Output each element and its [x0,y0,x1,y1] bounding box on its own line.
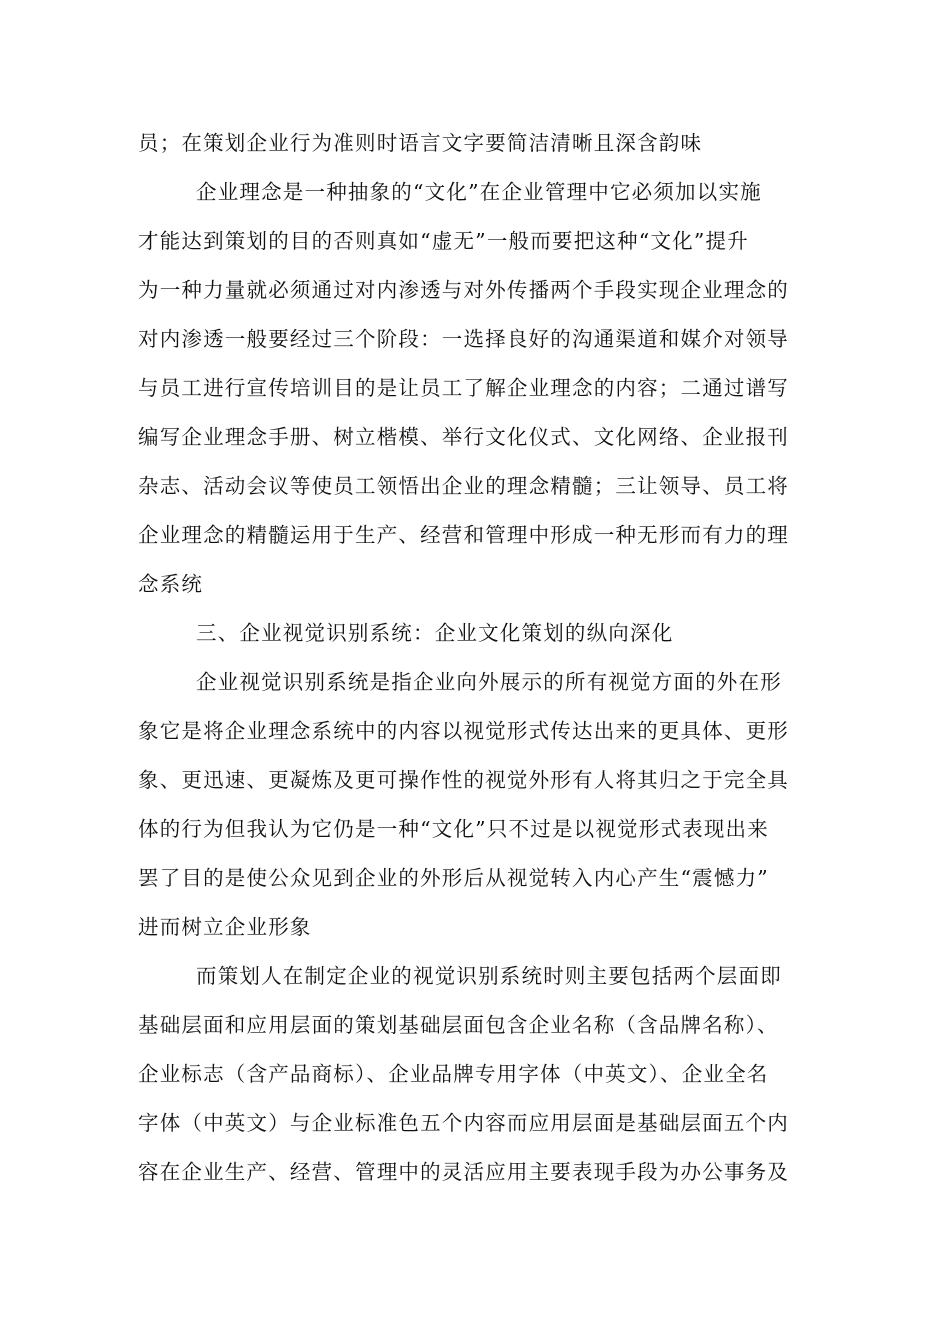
text-line: 编写企业理念手册、树立楷模、举行文化仪式、文化网络、企业报刊 [138,425,789,449]
paragraph-start-line: 而策划人在制定企业的视觉识别系统时则主要包括两个层面即 [196,964,782,988]
section-heading: 三、企业视觉识别系统：企业文化策划的纵向深化 [196,621,674,645]
text-line: 进而树立企业形象 [138,915,312,939]
text-line: 企业标志（含产品商标）、企业品牌专用字体（中英文）、企业全名 [138,1062,769,1086]
text-line: 罢了目的是使公众见到企业的外形后从视觉转入内心产生“震憾力” [138,866,769,890]
text-line: 员；在策划企业行为准则时语言文字要简洁清晰且深含韵味 [138,131,703,155]
text-line: 念系统 [138,572,204,596]
text-line: 容在企业生产、经营、管理中的灵活应用主要表现手段为办公事务及 [138,1160,789,1184]
text-line: 象它是将企业理念系统中的内容以视觉形式传达出来的更具体、更形 [138,719,789,743]
text-line: 才能达到策划的目的否则真如“虚无”一般而要把这种“文化”提升 [138,229,749,253]
text-line: 字体（中英文）与企业标准色五个内容而应用层面是基础层面五个内 [138,1111,789,1135]
paragraph-start-line: 企业理念是一种抽象的“文化”在企业管理中它必须加以实施 [196,180,762,204]
text-line: 与员工进行宣传培训目的是让员工了解企业理念的内容；二通过谱写 [138,376,789,400]
text-line: 企业理念的精髓运用于生产、经营和管理中形成一种无形而有力的理 [138,523,789,547]
text-line: 杂志、活动会议等使员工领悟出企业的理念精髓；三让领导、员工将 [138,474,789,498]
paragraph-start-line: 企业视觉识别系统是指企业向外展示的所有视觉方面的外在形 [196,670,782,694]
text-line: 体的行为但我认为它仍是一种“文化”只不过是以视觉形式表现出来 [138,817,769,841]
text-line: 对内渗透一般要经过三个阶段：一选择良好的沟通渠道和媒介对领导 [138,327,789,351]
text-line: 为一种力量就必须通过对内渗透与对外传播两个手段实现企业理念的 [138,278,789,302]
body-text [138,119,814,1197]
text-line: 基础层面和应用层面的策划基础层面包含企业名称（含品牌名称）、 [138,1013,779,1037]
text-line: 象、更迅速、更凝炼及更可操作性的视觉外形有人将其归之于完全具 [138,768,789,792]
